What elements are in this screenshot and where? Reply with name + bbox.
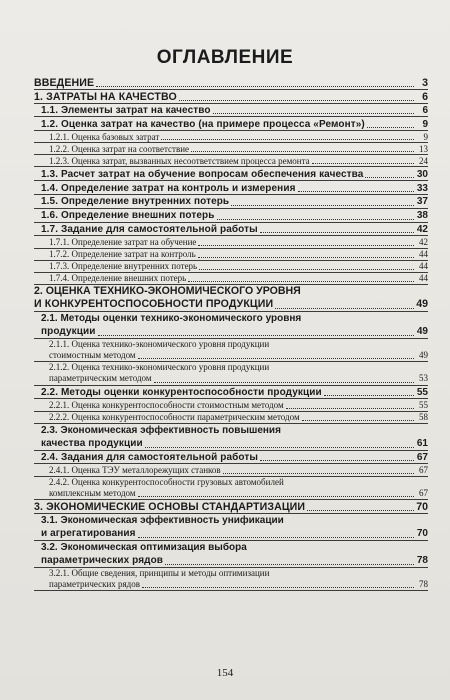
dot-leader [223,473,414,474]
toc-entry-page: 58 [419,412,428,423]
toc-entry-page: 55 [419,400,428,411]
dot-leader [298,191,415,192]
toc-entry-s3-2 [34,541,428,568]
dot-leader [161,139,414,140]
toc-entry-label: 3. ЭКОНОМИЧЕСКИЕ ОСНОВЫ СТАНДАРТИЗАЦИИ [34,501,306,514]
toc-entry-label: 1.3. Расчет затрат на обучение вопросам обеспечения качества [41,168,364,180]
toc-entry-label: 1.7.4. Определение внешних потерь [49,273,187,284]
toc-entry-label: 2.2. Методы оценки конкурентоспособности продукции [41,387,322,399]
dot-leader [217,219,415,220]
toc-entry-page: 24 [419,156,428,167]
toc-entry-label-line2: стоимостным методом [49,350,136,361]
toc-entry-page: 9 [423,131,428,142]
dot-leader [191,151,414,152]
dot-leader [179,100,414,101]
toc-entry-label: 1.2.1. Оценка базовых затрат [49,131,160,142]
dot-leader [213,113,414,114]
toc-entry-label: 1.2. Оценка затрат на качество (на примере процесса «Ремонт») [41,118,365,130]
toc-entry-s1-2 [34,117,428,131]
toc-entry-page: 44 [419,273,428,284]
toc-entry-s1-3 [34,167,428,181]
toc-entry-page: 13 [419,143,428,154]
dot-leader [367,127,414,128]
toc-entry-page: 78 [419,578,428,589]
dot-leader [98,335,414,336]
toc-entry-label-line2: параметрических рядов [49,578,141,589]
dot-leader [154,382,414,383]
toc-entry-s1-2-2 [34,143,428,155]
toc-entry-label-line1: 3.1. Экономическая эффективность унификации [41,514,284,526]
toc-entry-s1-7-2 [34,249,428,261]
dot-leader [275,308,414,309]
dot-leader [96,86,414,87]
toc-entry-label: 1.5. Определение внутренних потерь [41,196,230,208]
dot-leader [324,395,414,396]
toc-entry-s1-1 [34,104,428,118]
toc-entry-label-line1: 2.3. Экономическая эффективность повышения [41,424,281,436]
toc-entry-label: ВВЕДЕНИЕ [34,77,95,90]
dot-leader [138,496,414,497]
dot-leader [231,205,414,206]
toc-entry-s1-7 [34,223,428,237]
dot-leader [138,358,414,359]
toc-entry-s2-1-1 [34,339,428,362]
toc-entry-s1-7-1 [34,236,428,248]
dot-leader [199,269,414,270]
toc-entry-s3 [34,500,428,514]
toc-entry-page: 67 [419,465,428,476]
toc-entry-s1 [34,90,428,104]
dot-leader [260,460,414,461]
toc-entry-s1-2-3 [34,155,428,167]
toc-entry-page: 70 [416,501,428,514]
toc-entry-label: 1.2.2. Оценка затрат на соответствие [49,143,190,154]
toc-entry-label: 1. ЗАТРАТЫ НА КАЧЕСТВО [34,91,177,104]
toc-entry-label: 1.4. Определение затрат на контроль и измерения [41,182,296,194]
toc-entry-label: 1.2.3. Оценка затрат, вызванных несоответствием процесса ремонта [49,156,310,167]
toc-entry-s2-3 [34,424,428,451]
toc-entry-s3-1 [34,514,428,541]
dot-leader [312,163,414,164]
toc-entry-label-line1: 2.4.2. Оценка конкурентоспособности грузовых автомобилей [49,476,284,487]
toc-entry-page: 49 [419,350,428,361]
toc-entry-label-line1: 2.1.1. Оценка технико-экономического уровня продукции [49,338,270,349]
toc-entry-label: 2.4.1. Оценка ТЭУ металлорежущих станков [49,465,221,476]
toc-entry-page: 6 [422,104,428,116]
toc-entry-label: 1.7.2. Определение затрат на контроль [49,249,196,260]
toc-entry-label-line2: и агрегатирования [41,527,136,539]
dot-leader [138,537,414,538]
toc-entry-page: 49 [416,325,428,337]
dot-leader [145,447,414,448]
toc-entry-page: 61 [416,437,428,449]
table-of-contents [34,76,428,591]
toc-entry-label-line1: 3.2.1. Общие сведения, принципы и методы оптимизации [49,567,270,578]
page-title: ОГЛАВЛЕНИЕ [156,47,294,68]
toc-entry-s2-1 [34,312,428,339]
toc-entry-page: 70 [416,527,428,539]
page-number: 154 [216,667,234,679]
toc-entry-s2-2-2 [34,412,428,424]
toc-entry-label-line1: 2.1.2. Оценка технико-экономического уровня продукции [49,362,270,373]
toc-entry-s2-2 [34,386,428,400]
dot-leader [198,257,414,258]
toc-entry-page: 38 [416,210,428,222]
toc-entry-page: 67 [416,452,428,464]
toc-entry-page: 9 [422,118,428,130]
dot-leader [307,510,414,511]
toc-entry-s2 [34,285,428,312]
toc-entry-page: 6 [422,91,428,104]
toc-entry-s3-2-1 [34,568,428,591]
toc-entry-page: 42 [419,237,428,248]
toc-entry-label: 1.7. Задание для самостоятельной работы [41,224,258,236]
dot-leader [365,177,414,178]
dot-leader [260,232,414,233]
toc-entry-label: 2.2.2. Оценка конкурентоспособности параметрическим методом [49,412,300,423]
toc-entry-label-line2: И КОНКУРЕНТОСПОСОБНОСТИ ПРОДУКЦИИ [34,297,274,310]
toc-entry-page: 33 [416,182,428,194]
toc-entry-page: 53 [419,373,428,384]
toc-entry-page: 44 [419,249,428,260]
dot-leader [142,587,414,588]
toc-entry-label-line2: продукции [41,325,96,337]
toc-entry-label-line2: качества продукции [41,437,143,449]
toc-entry-label: 1.1. Элементы затрат на качество [41,104,211,116]
toc-entry-s1-2-1 [34,131,428,143]
toc-entry-page: 42 [416,224,428,236]
toc-entry-label: 2.4. Задания для самостоятельной работы [41,452,259,464]
dot-leader [198,245,414,246]
toc-entry-page: 30 [416,168,428,180]
toc-entry-label-line2: параметрических рядов [41,554,164,566]
toc-entry-page: 49 [416,297,428,310]
toc-entry-label-line1: 2. ОЦЕНКА ТЕХНИКО-ЭКОНОМИЧЕСКОГО УРОВНЯ [34,284,301,297]
toc-entry-label-line2: параметрическим методом [49,373,152,384]
toc-entry-s1-7-4 [34,273,428,285]
toc-entry-page: 3 [422,77,428,90]
toc-entry-s2-1-2 [34,362,428,385]
toc-entry-label: 1.7.3. Определение внутренних потерь [49,261,198,272]
toc-entry-s1-7-3 [34,261,428,273]
toc-entry-page: 37 [416,196,428,208]
toc-entry-s1-6 [34,209,428,223]
toc-entry-label: 2.2.1. Оценка конкурентоспособности стоимостным методом [49,400,284,411]
toc-entry-label-line1: 2.1. Методы оценки технико-экономического уровня [41,312,302,324]
toc-entry-page: 67 [419,487,428,498]
toc-entry-label-line2: комплексным методом [49,487,136,498]
dot-leader [286,408,414,409]
toc-entry-label: 1.6. Определение внешних потерь [41,210,215,222]
dot-leader [302,420,414,421]
toc-entry-intro [34,76,428,90]
toc-entry-s1-5 [34,195,428,209]
toc-entry-s2-2-1 [34,399,428,411]
toc-entry-label: 1.7.1. Определение затрат на обучение [49,237,197,248]
toc-entry-page: 78 [416,554,428,566]
dot-leader [165,564,414,565]
toc-entry-s2-4-1 [34,464,428,476]
toc-entry-s1-4 [34,181,428,195]
dot-leader [188,281,414,282]
toc-entry-page: 44 [419,261,428,272]
toc-entry-label-line1: 3.2. Экономическая оптимизация выбора [41,541,247,553]
toc-entry-page: 55 [416,387,428,399]
toc-entry-s2-4-2 [34,477,428,500]
toc-entry-s2-4 [34,451,428,465]
